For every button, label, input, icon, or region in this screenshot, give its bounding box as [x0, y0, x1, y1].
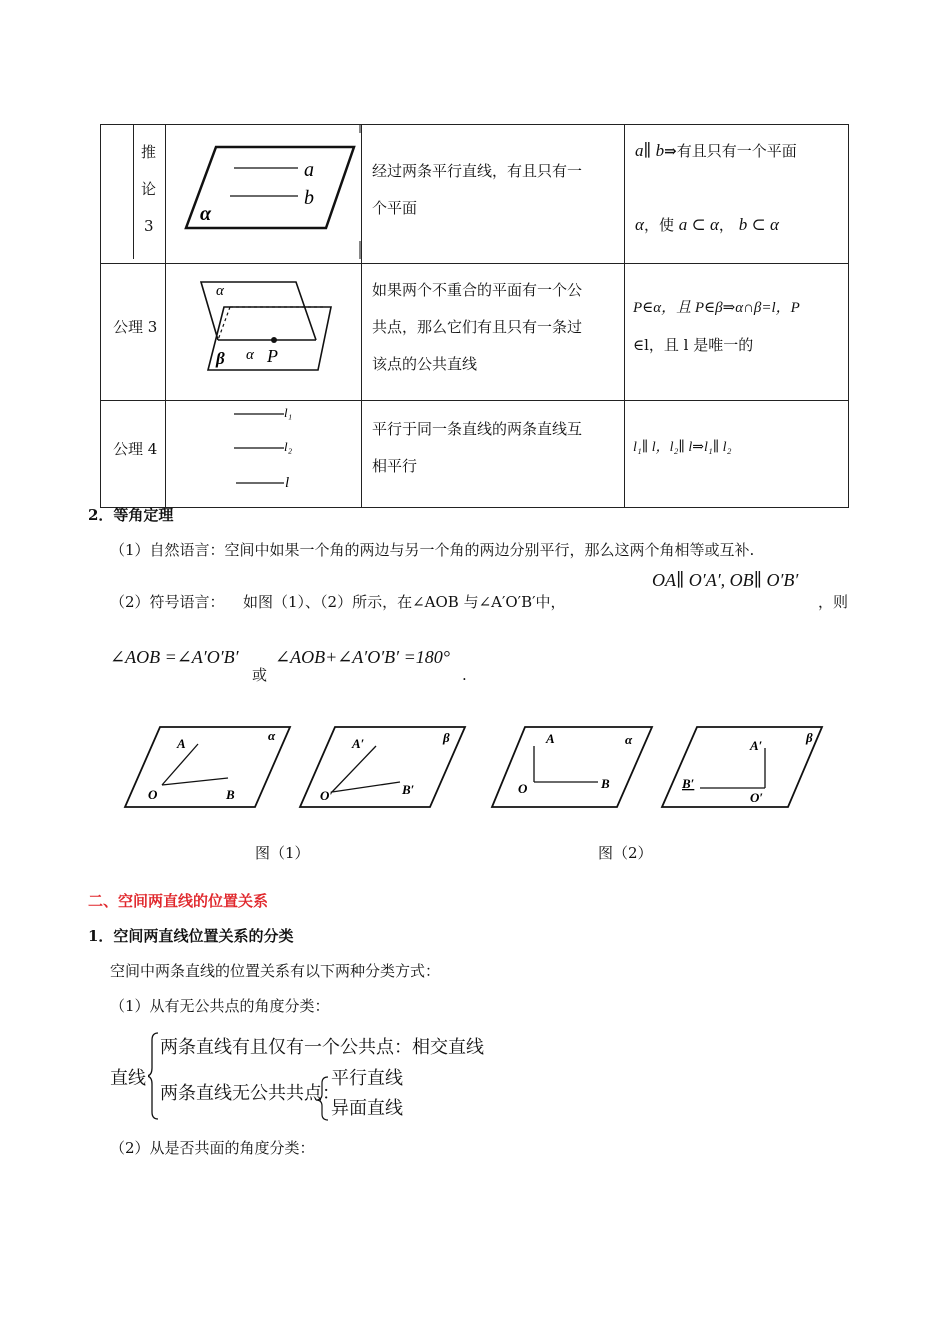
paragraph: （1）自然语言：空间中如果一个角的两边与另一个角的两边分别平行，那么这两个角相等或互补. — [110, 541, 755, 559]
label-alpha: α — [216, 283, 224, 299]
tree-branch-no-common: 两条直线无公共共点： — [160, 1083, 340, 1104]
paragraph: 空间中两条直线的位置关系有以下两种分类方式： — [110, 962, 441, 980]
label-alpha: α — [625, 732, 633, 747]
equation-end: . — [462, 666, 467, 684]
equation-supplementary: ∠AOB+∠A′O′B′ =180° — [275, 647, 450, 667]
symbol-line-1: P∈α，且 P∈β⇒α∩β=l，P — [633, 300, 800, 316]
label-B: B — [226, 787, 235, 802]
label-B-prime: B′ — [402, 782, 415, 797]
label-O: O — [518, 781, 528, 796]
paragraph-label: （2）符号语言： — [110, 593, 225, 611]
list-item: （1）从有无公共点的角度分类： — [110, 997, 330, 1015]
symbol-line-2: α，使 a ⊂ α， b ⊂ α — [635, 215, 779, 234]
desc-line: 平行于同一条直线的两条直线互 — [372, 420, 583, 438]
desc-line: 该点的公共直线 — [372, 355, 478, 373]
label-O-prime: O′ — [750, 790, 764, 805]
label-B: B — [601, 776, 610, 791]
description-cell — [362, 264, 625, 401]
desc-line: 如果两个不重合的平面有一个公 — [372, 281, 583, 299]
row-label-1: 推 — [141, 143, 157, 161]
description-cell — [362, 401, 625, 508]
desc-line: 个平面 — [372, 199, 418, 217]
label-A-prime: A′ — [750, 738, 763, 753]
tree-leaf-skew: 异面直线 — [331, 1098, 403, 1119]
label-A-prime: A′ — [352, 736, 365, 751]
label-B-prime: B′ — [682, 776, 695, 791]
label-beta: β — [443, 730, 450, 745]
label-p: P — [267, 346, 278, 366]
label-O: O — [148, 787, 158, 802]
tree-leaf-parallel: 平行直线 — [331, 1068, 403, 1089]
plane-two-lines-figure — [166, 125, 361, 259]
figure-caption-1: 图（1） — [255, 844, 310, 862]
symbol-cell — [625, 401, 849, 508]
label-alpha: α — [200, 203, 212, 225]
desc-line: 经过两条平行直线，有且只有一 — [372, 162, 583, 180]
row-label-2: 论 — [141, 180, 157, 198]
row-label: 公理 3 — [113, 318, 158, 336]
label-a: α — [246, 347, 254, 363]
symbol-cell — [625, 125, 849, 264]
desc-line: 相平行 — [372, 457, 418, 475]
section-heading: 1．空间两直线位置关系的分类 — [88, 927, 294, 945]
parallel-condition-math: OA∥ O′A′, OB∥ O′B′ — [652, 570, 799, 590]
equal-angle-figures — [120, 722, 840, 814]
description-cell — [362, 125, 625, 264]
figure-cell — [166, 401, 362, 508]
label-a: a — [304, 159, 314, 181]
label-alpha: α — [268, 728, 276, 743]
label-A: A — [177, 736, 186, 751]
table-row — [101, 401, 849, 508]
intersecting-planes-figure — [166, 264, 361, 396]
symbol-cell — [625, 264, 849, 401]
row-label-cell — [101, 125, 166, 264]
equation-or: 或 — [252, 666, 268, 684]
label-l: l — [285, 475, 290, 491]
section-heading: 2．等角定理 — [88, 506, 174, 524]
equation-equal: ∠AOB =∠A′O′B′ — [110, 647, 239, 667]
tree-root: 直线 — [110, 1068, 146, 1089]
figure-caption-2: 图（2） — [598, 844, 653, 862]
table-row — [101, 125, 849, 264]
paragraph-tail: ，则 — [818, 593, 849, 611]
desc-line: 共点，那么它们有且只有一条过 — [372, 318, 583, 336]
chapter-heading: 二、空间两直线的位置关系 — [88, 892, 269, 910]
three-parallel-lines-figure — [166, 401, 361, 503]
label-O-prime: O′ — [320, 788, 334, 803]
figure-cell — [166, 264, 362, 401]
figure-cell — [166, 125, 362, 264]
symbol-line: l₁∥ l，l₂∥ l⇒l₁∥ l₂ — [633, 440, 732, 455]
symbol-line-1: a∥ b⇒有且只有一个平面 — [635, 141, 797, 160]
label-beta: β — [806, 730, 813, 745]
axiom-table — [100, 124, 849, 508]
row-label-cell — [101, 264, 166, 401]
label-b: b — [304, 187, 314, 209]
row-label-cell — [101, 401, 166, 508]
table-row — [101, 264, 849, 401]
row-label: 公理 4 — [113, 440, 158, 458]
label-A: A — [546, 731, 555, 746]
label-l1: l₁ — [284, 405, 293, 420]
tree-branch-intersect: 两条直线有且仅有一个公共点：相交直线 — [160, 1037, 484, 1058]
label-l2: l₂ — [284, 439, 293, 454]
paragraph-text: 如图（1）、（2）所示，在∠AOB 与∠A′O′B′中， — [243, 593, 566, 611]
row-label-3: 3 — [144, 217, 154, 235]
symbol-line-2: ∈l，且 l 是唯一的 — [633, 336, 754, 354]
list-item: （2）从是否共面的角度分类： — [110, 1139, 315, 1157]
label-beta: β — [216, 349, 225, 368]
